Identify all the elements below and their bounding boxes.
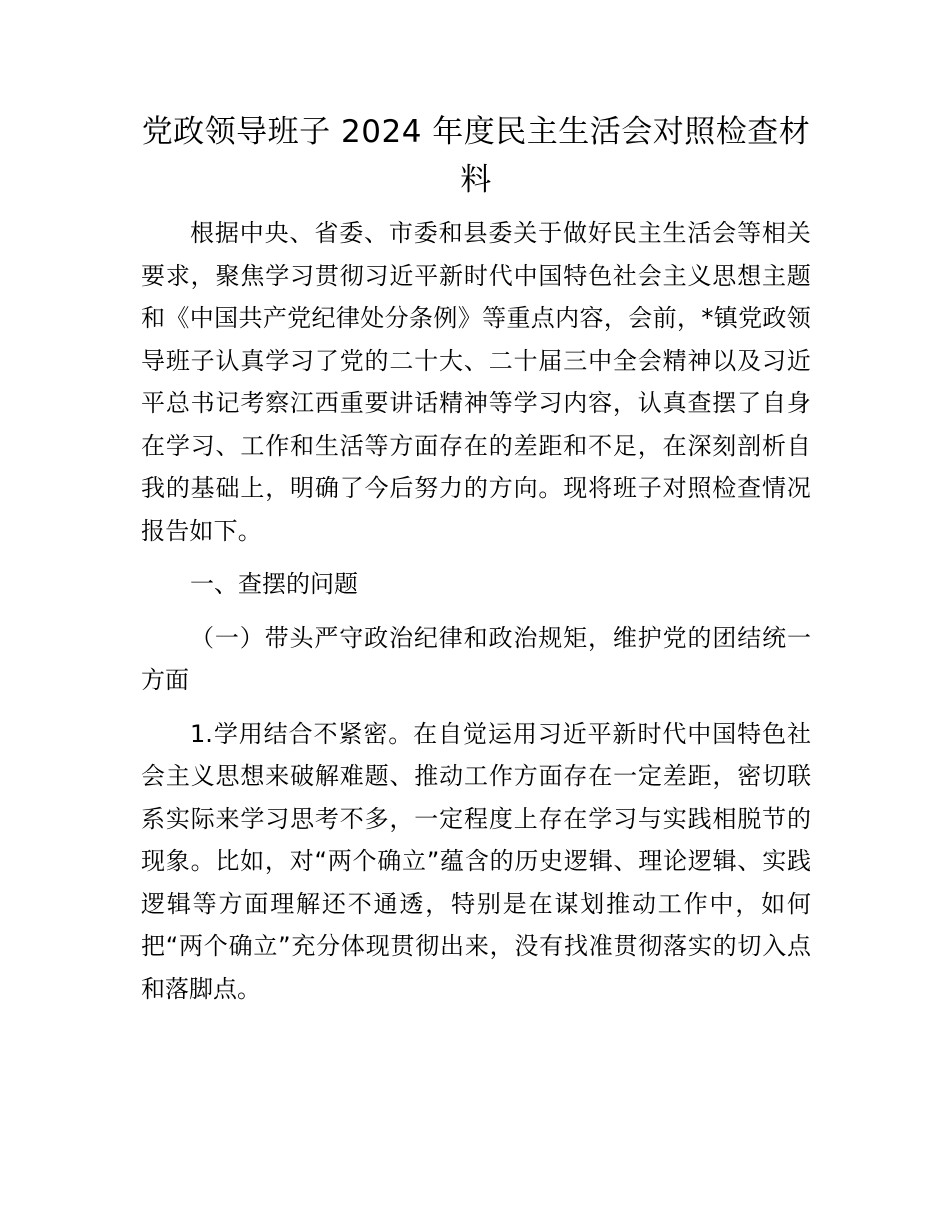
intro-paragraph: 根据中央、省委、市委和县委关于做好民主生活会等相关要求，聚焦学习贯彻习近平新时代中国特色社会主义思想主题和《中国共产党纪律处分条例》等重点内容，会前，*镇党政领导班子认真学习了党的二十大、二十届三中全会精神以及习近平总书记考察江西重要讲话精神等学习内容，认真查摆了自身在学习、工作和生活等方面存在的差距和不足，在深刻剖析自我的基础上，明确了今后努力的方向。现将班子对照检查情况报告如下。: [141, 219, 811, 545]
section-heading: 一、查摆的问题: [190, 570, 358, 598]
document-page: [141, 108, 811, 1010]
subsection-heading: （一）带头严守政治纪律和政治规矩，维护党的团结统一方面: [141, 623, 811, 694]
point-paragraph: 1.学用结合不紧密。在自觉运用习近平新时代中国特色社会主义思想来破解难题、推动工作方面存在一定差距，密切联系实际来学习思考不多，一定程度上存在学习与实践相脱节的现象。比如，对“两个确立”蕴含的历史逻辑、理论逻辑、实践逻辑等方面理解还不通透，特别是在谋划推动工作中，如何把“两个确立”充分体现贯彻出来，没有找准贯彻落实的切入点和落脚点。: [141, 719, 811, 1003]
document-title: 党政领导班子 2024 年度民主生活会对照检查材料: [141, 114, 811, 198]
document-body: [141, 212, 811, 1010]
